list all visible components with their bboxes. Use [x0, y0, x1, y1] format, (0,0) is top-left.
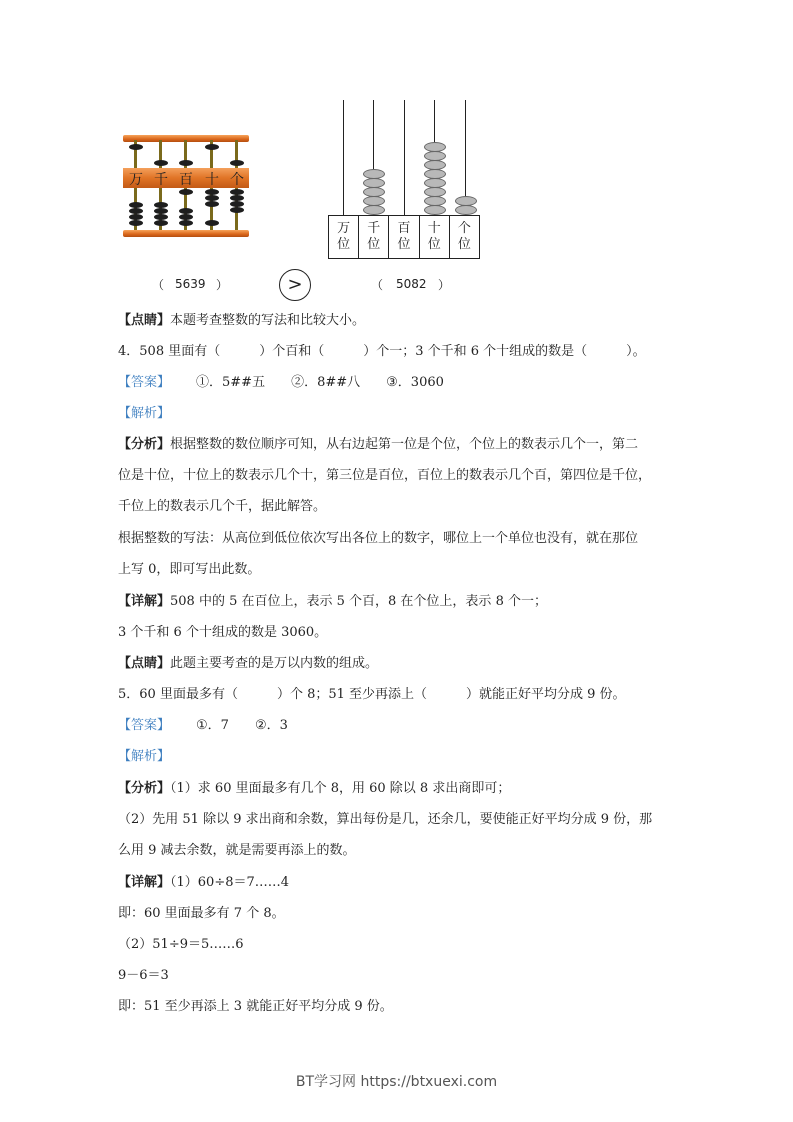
counting-bead — [455, 196, 477, 206]
point-text: 此题主要考查的是万以内数的组成。 — [170, 656, 379, 671]
right-value: 5082 — [396, 277, 427, 291]
counting-bead — [424, 169, 446, 179]
abacus-bead — [205, 220, 219, 226]
counting-bead — [424, 142, 446, 152]
place-label: 千 — [367, 221, 381, 236]
abacus-label-ge: 个 — [230, 172, 244, 188]
place-label: 百 — [397, 221, 411, 236]
counting-bead — [363, 169, 385, 179]
counting-bead — [424, 160, 446, 170]
answer-item: ③．3060 — [386, 375, 444, 390]
place-cell-qian — [359, 216, 389, 258]
counting-bead — [363, 178, 385, 188]
q5-analysis-line — [118, 780, 510, 798]
point-text: 本题考查整数的写法和比较大小。 — [170, 313, 366, 328]
answer-tag: 【答案】 — [118, 375, 171, 390]
counting-rod — [343, 100, 344, 215]
abacus-bead — [154, 160, 168, 166]
q4-detail-line: 3 个千和 6 个十组成的数是 3060。 — [118, 625, 328, 640]
counting-bead — [424, 178, 446, 188]
abacus-bottom-bar — [123, 230, 249, 237]
counting-bead — [363, 196, 385, 206]
place-cell-ge — [450, 216, 479, 258]
answer-item: ②．3 — [254, 718, 288, 733]
place-label: 位 — [337, 237, 351, 252]
counting-bead — [424, 187, 446, 197]
point-tag: 【点睛】 — [118, 313, 171, 328]
detail-text: （1）60÷8＝7……4 — [170, 875, 290, 890]
counting-frame-figure — [328, 100, 480, 260]
counting-bead — [424, 151, 446, 161]
footer-watermark: BT学习网 https://btxuexi.com — [295, 1074, 498, 1090]
q5-jiexi-line: 【解析】 — [118, 749, 171, 764]
place-label: 位 — [427, 237, 441, 252]
right-value-open: （ — [371, 278, 384, 292]
abacus-bead — [179, 220, 193, 226]
abacus-bead — [129, 220, 143, 226]
q5-detail-line: 即：60 里面最多有 7 个 8。 — [118, 906, 285, 921]
abacus-bead — [129, 144, 143, 150]
answer-item: ①．7 — [196, 718, 229, 733]
abacus-bead — [154, 220, 168, 226]
place-label: 位 — [397, 237, 411, 252]
q4-analysis-line: 位是十位，十位上的数表示几个十，第三位是百位，百位上的数表示几个百，第四位是千位， — [118, 468, 652, 483]
abacus-bead — [179, 189, 193, 195]
detail-tag: 【详解】 — [118, 594, 171, 609]
q5-detail-line: 即：51 至少再添上 3 就能正好平均分成 9 份。 — [118, 999, 393, 1014]
place-label: 万 — [337, 221, 351, 236]
place-cell-bai — [389, 216, 419, 258]
counting-bead — [424, 196, 446, 206]
left-value: 5639 — [175, 277, 206, 291]
q4-detail-line — [118, 593, 547, 611]
analysis-text: （1）求 60 里面最多有几个 8，用 60 除以 8 求出商即可； — [170, 781, 511, 796]
abacus-bead — [179, 160, 193, 166]
abacus-bead — [230, 160, 244, 166]
abacus-bead — [230, 207, 244, 213]
place-cell-wan — [329, 216, 359, 258]
answer-item: ②．8##八 — [291, 375, 361, 390]
left-value-open: （ — [152, 278, 165, 292]
q5-question-line: 5．60 里面最多有（ ）个 8；51 至少再添上（ ）就能正好平均分成 9 份。 — [118, 687, 626, 702]
place-label: 个 — [457, 221, 471, 236]
abacus-bead — [205, 144, 219, 150]
q3-point-line — [118, 312, 365, 330]
q5-detail-line — [118, 874, 289, 892]
abacus-label-shi: 十 — [205, 172, 219, 188]
analysis-tag: 【分析】 — [118, 437, 171, 452]
abacus-label-bai: 百 — [179, 172, 193, 188]
abacus-left-figure — [123, 135, 249, 238]
place-value-labels — [328, 215, 480, 259]
place-cell-shi — [420, 216, 450, 258]
q4-point-line — [118, 655, 378, 673]
abacus-bead — [205, 201, 219, 207]
point-tag: 【点睛】 — [118, 656, 171, 671]
place-label: 位 — [457, 237, 471, 252]
counting-bead — [424, 205, 446, 215]
place-label: 十 — [427, 221, 441, 236]
q4-analysis-line — [118, 436, 638, 454]
analysis-text: 根据整数的数位顺序可知，从右边起第一位是个位，个位上的数表示几个一，第二 — [170, 437, 639, 452]
place-label: 位 — [367, 237, 381, 252]
q4-analysis-line: 根据整数的写法：从高位到低位依次写出各位上的数字，哪位上一个单位也没有，就在那位 — [118, 531, 639, 546]
counting-bead — [363, 187, 385, 197]
comparison-circle: > — [279, 269, 311, 301]
q5-analysis-line: 么用 9 减去余数，就是需要再添上的数。 — [118, 843, 356, 858]
right-value-close: ） — [438, 278, 451, 292]
counting-bead — [455, 205, 477, 215]
q5-detail-line: 9－6＝3 — [118, 968, 169, 983]
detail-tag: 【详解】 — [118, 875, 171, 890]
answer-item: ①．5##五 — [196, 375, 266, 390]
counting-bead — [363, 205, 385, 215]
q4-analysis-line: 千位上的数表示几个千，据此解答。 — [118, 499, 327, 514]
detail-text: 508 中的 5 在百位上，表示 5 个百，8 在个位上，表示 8 个一； — [170, 594, 547, 609]
q4-question-line: 4．508 里面有（ ）个百和（ ）个一；3 个千和 6 个十组成的数是（ ）。 — [118, 344, 646, 359]
answer-tag: 【答案】 — [118, 718, 171, 733]
q4-jiexi-line: 【解析】 — [118, 406, 171, 421]
q4-analysis-line: 上写 0，即可写出此数。 — [118, 562, 261, 577]
q5-answer-line — [118, 717, 288, 735]
q4-answer-line — [118, 374, 444, 392]
analysis-tag: 【分析】 — [118, 781, 171, 796]
counting-rod — [404, 100, 405, 215]
left-value-close: ） — [216, 278, 229, 292]
abacus-label-wan: 万 — [129, 172, 143, 188]
abacus-label-qian: 千 — [154, 172, 168, 188]
q5-detail-line: （2）51÷9＝5……6 — [118, 937, 244, 952]
q5-analysis-line: （2）先用 51 除以 9 求出商和余数，算出每份是几，还余几，要使能正好平均分成 9 份，那 — [118, 812, 653, 827]
